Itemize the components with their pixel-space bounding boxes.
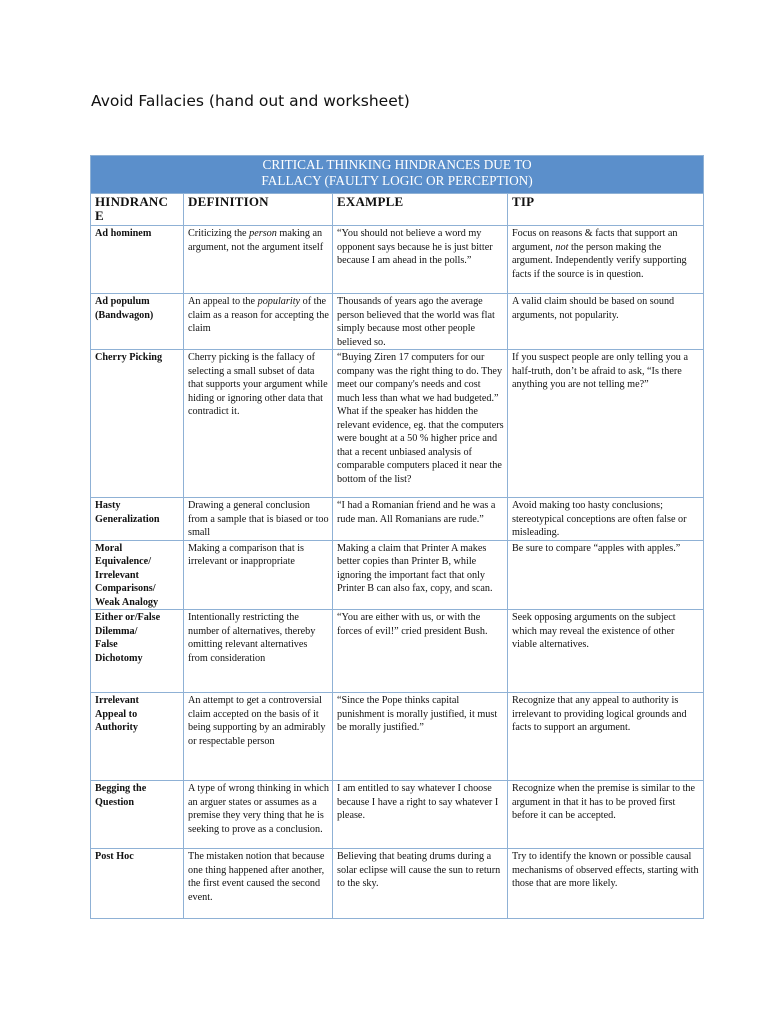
hindrance-name-line: Moral <box>95 542 123 554</box>
definition-text: Intentionally restricting the number of alternatives, thereby omitting relevant alternatives from consideration <box>188 612 316 664</box>
hindrance-name-line: Comparisons/ <box>95 583 156 594</box>
example-cell: Making a claim that Printer A makes better copies than Printer B, while ignoring the important fact that only Printer B can also fax, copy, and scan. <box>333 540 508 610</box>
definition-cell <box>184 226 333 294</box>
hindrance-name-line: Dilemma/ <box>95 625 138 637</box>
hindrance-cell <box>91 849 184 919</box>
tip-text: If you suspect people are only telling you a half-truth, don’t be afraid to ask, “Is there anything you are not telling me?” <box>512 352 688 390</box>
definition-emphasis: person <box>249 228 277 239</box>
tip-cell <box>508 498 704 541</box>
tip-cell <box>508 781 704 849</box>
tip-text: Focus on reasons & facts that support an argument, <box>512 228 678 253</box>
hindrance-name-line: Cherry Picking <box>95 352 163 363</box>
table-row <box>91 226 704 294</box>
table-row <box>91 498 704 541</box>
hindrance-name-line: Dichotomy <box>95 652 143 664</box>
table-row <box>91 693 704 781</box>
table-banner <box>91 156 704 194</box>
hindrance-name-line: Ad hominem <box>95 228 152 239</box>
header-definition: DEFINITION <box>184 194 333 226</box>
example-cell: I am entitled to say whatever I choose because I have a right to say whatever I please. <box>333 781 508 849</box>
table-banner-row <box>91 156 704 194</box>
hindrance-name-line: Ad populum <box>95 296 150 307</box>
hindrance-cell <box>91 693 184 781</box>
definition-text: Criticizing the <box>188 228 250 239</box>
hindrance-name-line: (Bandwagon) <box>95 309 154 321</box>
header-hindrance-line-1: HINDRANC <box>95 194 169 209</box>
tip-text: the person making the argument. Independently verify supporting facts if the source is in question. <box>512 241 687 280</box>
hindrance-name-line: Post Hoc <box>95 851 134 862</box>
definition-cell <box>184 781 333 849</box>
hindrance-cell <box>91 781 184 849</box>
table-row <box>91 849 704 919</box>
hindrance-cell <box>91 498 184 541</box>
hindrance-cell <box>91 540 184 610</box>
header-example: EXAMPLE <box>333 194 508 226</box>
definition-cell <box>184 498 333 541</box>
hindrance-name-line: Question <box>95 796 135 808</box>
tip-emphasis: not <box>555 241 569 253</box>
example-cell: “I had a Romanian friend and he was a rude man. All Romanians are rude.” <box>333 498 508 541</box>
tip-text: A valid claim should be based on sound arguments, not popularity. <box>512 296 675 321</box>
tip-cell <box>508 294 704 350</box>
definition-cell <box>184 540 333 610</box>
definition-text: Drawing a general conclusion from a sample that is biased or too small <box>188 500 329 538</box>
tip-cell <box>508 693 704 781</box>
tip-cell <box>508 226 704 294</box>
definition-text: making an argument, not the argument itself <box>188 228 324 253</box>
definition-emphasis: popularity <box>257 296 301 307</box>
hindrance-name-line: Appeal to <box>95 708 138 720</box>
hindrance-cell <box>91 294 184 350</box>
fallacy-table <box>90 155 704 919</box>
hindrance-name-line: False <box>95 639 118 650</box>
header-tip: TIP <box>508 194 704 226</box>
table-row <box>91 610 704 693</box>
tip-text: Be sure to compare “apples with apples.” <box>512 542 681 554</box>
definition-text: A type of wrong thinking in which an arguer states or assumes as a premise they very thing that he is seeking to prove as a conclusion. <box>188 783 329 835</box>
column-header-row <box>91 194 704 226</box>
table-row <box>91 350 704 498</box>
example-cell: Believing that beating drums during a solar eclipse will cause the sun to return to the sky. <box>333 849 508 919</box>
hindrance-name-line: Begging the <box>95 783 147 794</box>
hindrance-name-line: Either or/False <box>95 612 161 623</box>
definition-text: Making a comparison that is irrelevant or inappropriate <box>188 542 305 567</box>
tip-cell <box>508 540 704 610</box>
definition-cell <box>184 849 333 919</box>
definition-cell <box>184 350 333 498</box>
hindrance-name-line: Irrelevant <box>95 695 139 706</box>
definition-cell <box>184 693 333 781</box>
hindrance-cell <box>91 350 184 498</box>
hindrance-name-line: Irrelevant <box>95 569 139 581</box>
table-row <box>91 781 704 849</box>
tip-text: Recognize that any appeal to authority is irrelevant to providing logical grounds and facts to support an argument. <box>512 695 687 733</box>
tip-cell <box>508 849 704 919</box>
tip-text: Try to identify the known or possible causal mechanisms of observed effects, starting with those that are more likely. <box>512 851 699 889</box>
definition-text: An appeal to the <box>188 296 258 307</box>
definition-text: An attempt to get a controversial claim accepted on the basis of it being supporting by an admirably or respectable person <box>188 695 326 747</box>
hindrance-name-line: Generalization <box>95 513 160 525</box>
tip-cell <box>508 610 704 693</box>
hindrance-name-line: Weak Analogy <box>95 596 159 608</box>
document-title: Avoid Fallacies (hand out and worksheet) <box>91 92 410 110</box>
tip-text: Seek opposing arguments on the subject which may reveal the existence of other viable alternatives. <box>512 612 676 650</box>
hindrance-cell <box>91 610 184 693</box>
hindrance-name-line: Equivalence/ <box>95 556 152 567</box>
example-cell: Thousands of years ago the average person believed that the world was flat simply because most other people believed so. <box>333 294 508 350</box>
hindrance-name-line: Authority <box>95 722 139 733</box>
example-cell: “You should not believe a word my opponent says because he is just bitter because I am ahead in the polls.” <box>333 226 508 294</box>
banner-line-2: FALLACY (FAULTY LOGIC OR PERCEPTION) <box>261 172 533 188</box>
tip-text: Avoid making too hasty conclusions; stereotypical conceptions are often false or misleading. <box>512 500 687 538</box>
hindrance-cell <box>91 226 184 294</box>
definition-text: Cherry picking is the fallacy of selecting a small subset of data that supports your argument while hiding or ignoring other data that contradict it. <box>188 352 328 417</box>
table-row <box>91 540 704 610</box>
hindrance-name-line: Hasty <box>95 500 121 511</box>
example-cell: “Buying Ziren 17 computers for our company was the right thing to do. They meet our company's needs and cost much less than what we had budgeted.” What if the speaker has hidden the relevant evidence, eg. that the computers were bought at a 50 % higher price and that a recent unbiased analysis of comparable computers placed it near the bottom of the list? <box>333 350 508 498</box>
definition-text: of the claim as a reason for accepting the claim <box>188 296 329 334</box>
definition-cell <box>184 294 333 350</box>
example-cell: “You are either with us, or with the forces of evil!” cried president Bush. <box>333 610 508 693</box>
tip-cell <box>508 350 704 498</box>
definition-cell <box>184 610 333 693</box>
example-cell: “Since the Pope thinks capital punishment is morally justified, it must be morally justified.” <box>333 693 508 781</box>
header-hindrance-line-2: E <box>95 208 104 223</box>
tip-text: Recognize when the premise is similar to the argument in that it has to be proved first before it can be accepted. <box>512 783 696 821</box>
banner-line-1: CRITICAL THINKING HINDRANCES DUE TO <box>262 157 532 172</box>
header-hindrance <box>91 194 184 226</box>
definition-text: The mistaken notion that because one thing happened after another, the first event caused the second event. <box>188 851 325 903</box>
table-row <box>91 294 704 350</box>
